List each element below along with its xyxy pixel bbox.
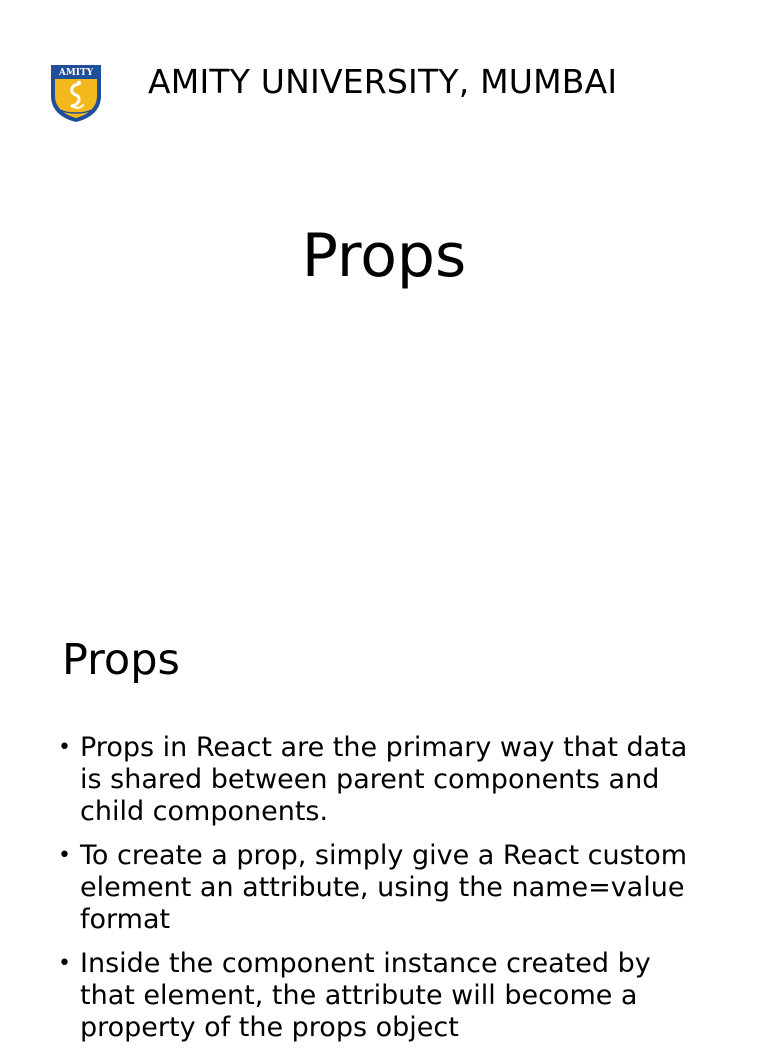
svg-text:AMITY: AMITY	[58, 68, 94, 78]
bullet-text: To create a prop, simply give a React custom element an attribute, using the name=value format	[80, 840, 688, 935]
bullet-icon: •	[58, 951, 71, 976]
bullet-text: Props in React are the primary way that data is shared between parent components and child components.	[80, 732, 688, 827]
bullet-list	[58, 732, 708, 1056]
bullet-item	[58, 948, 708, 1044]
content-heading: Props	[62, 635, 180, 685]
bullet-text: Inside the component instance created by that element, the attribute will become a property of the props object	[80, 948, 651, 1043]
amity-crest-logo	[48, 62, 104, 124]
bullet-icon: •	[58, 843, 71, 868]
bullet-item	[58, 732, 708, 828]
university-name: AMITY UNIVERSITY, MUMBAI	[148, 62, 618, 101]
bullet-icon: •	[58, 735, 71, 760]
slide-title: Props	[301, 221, 467, 291]
bullet-item	[58, 840, 708, 936]
